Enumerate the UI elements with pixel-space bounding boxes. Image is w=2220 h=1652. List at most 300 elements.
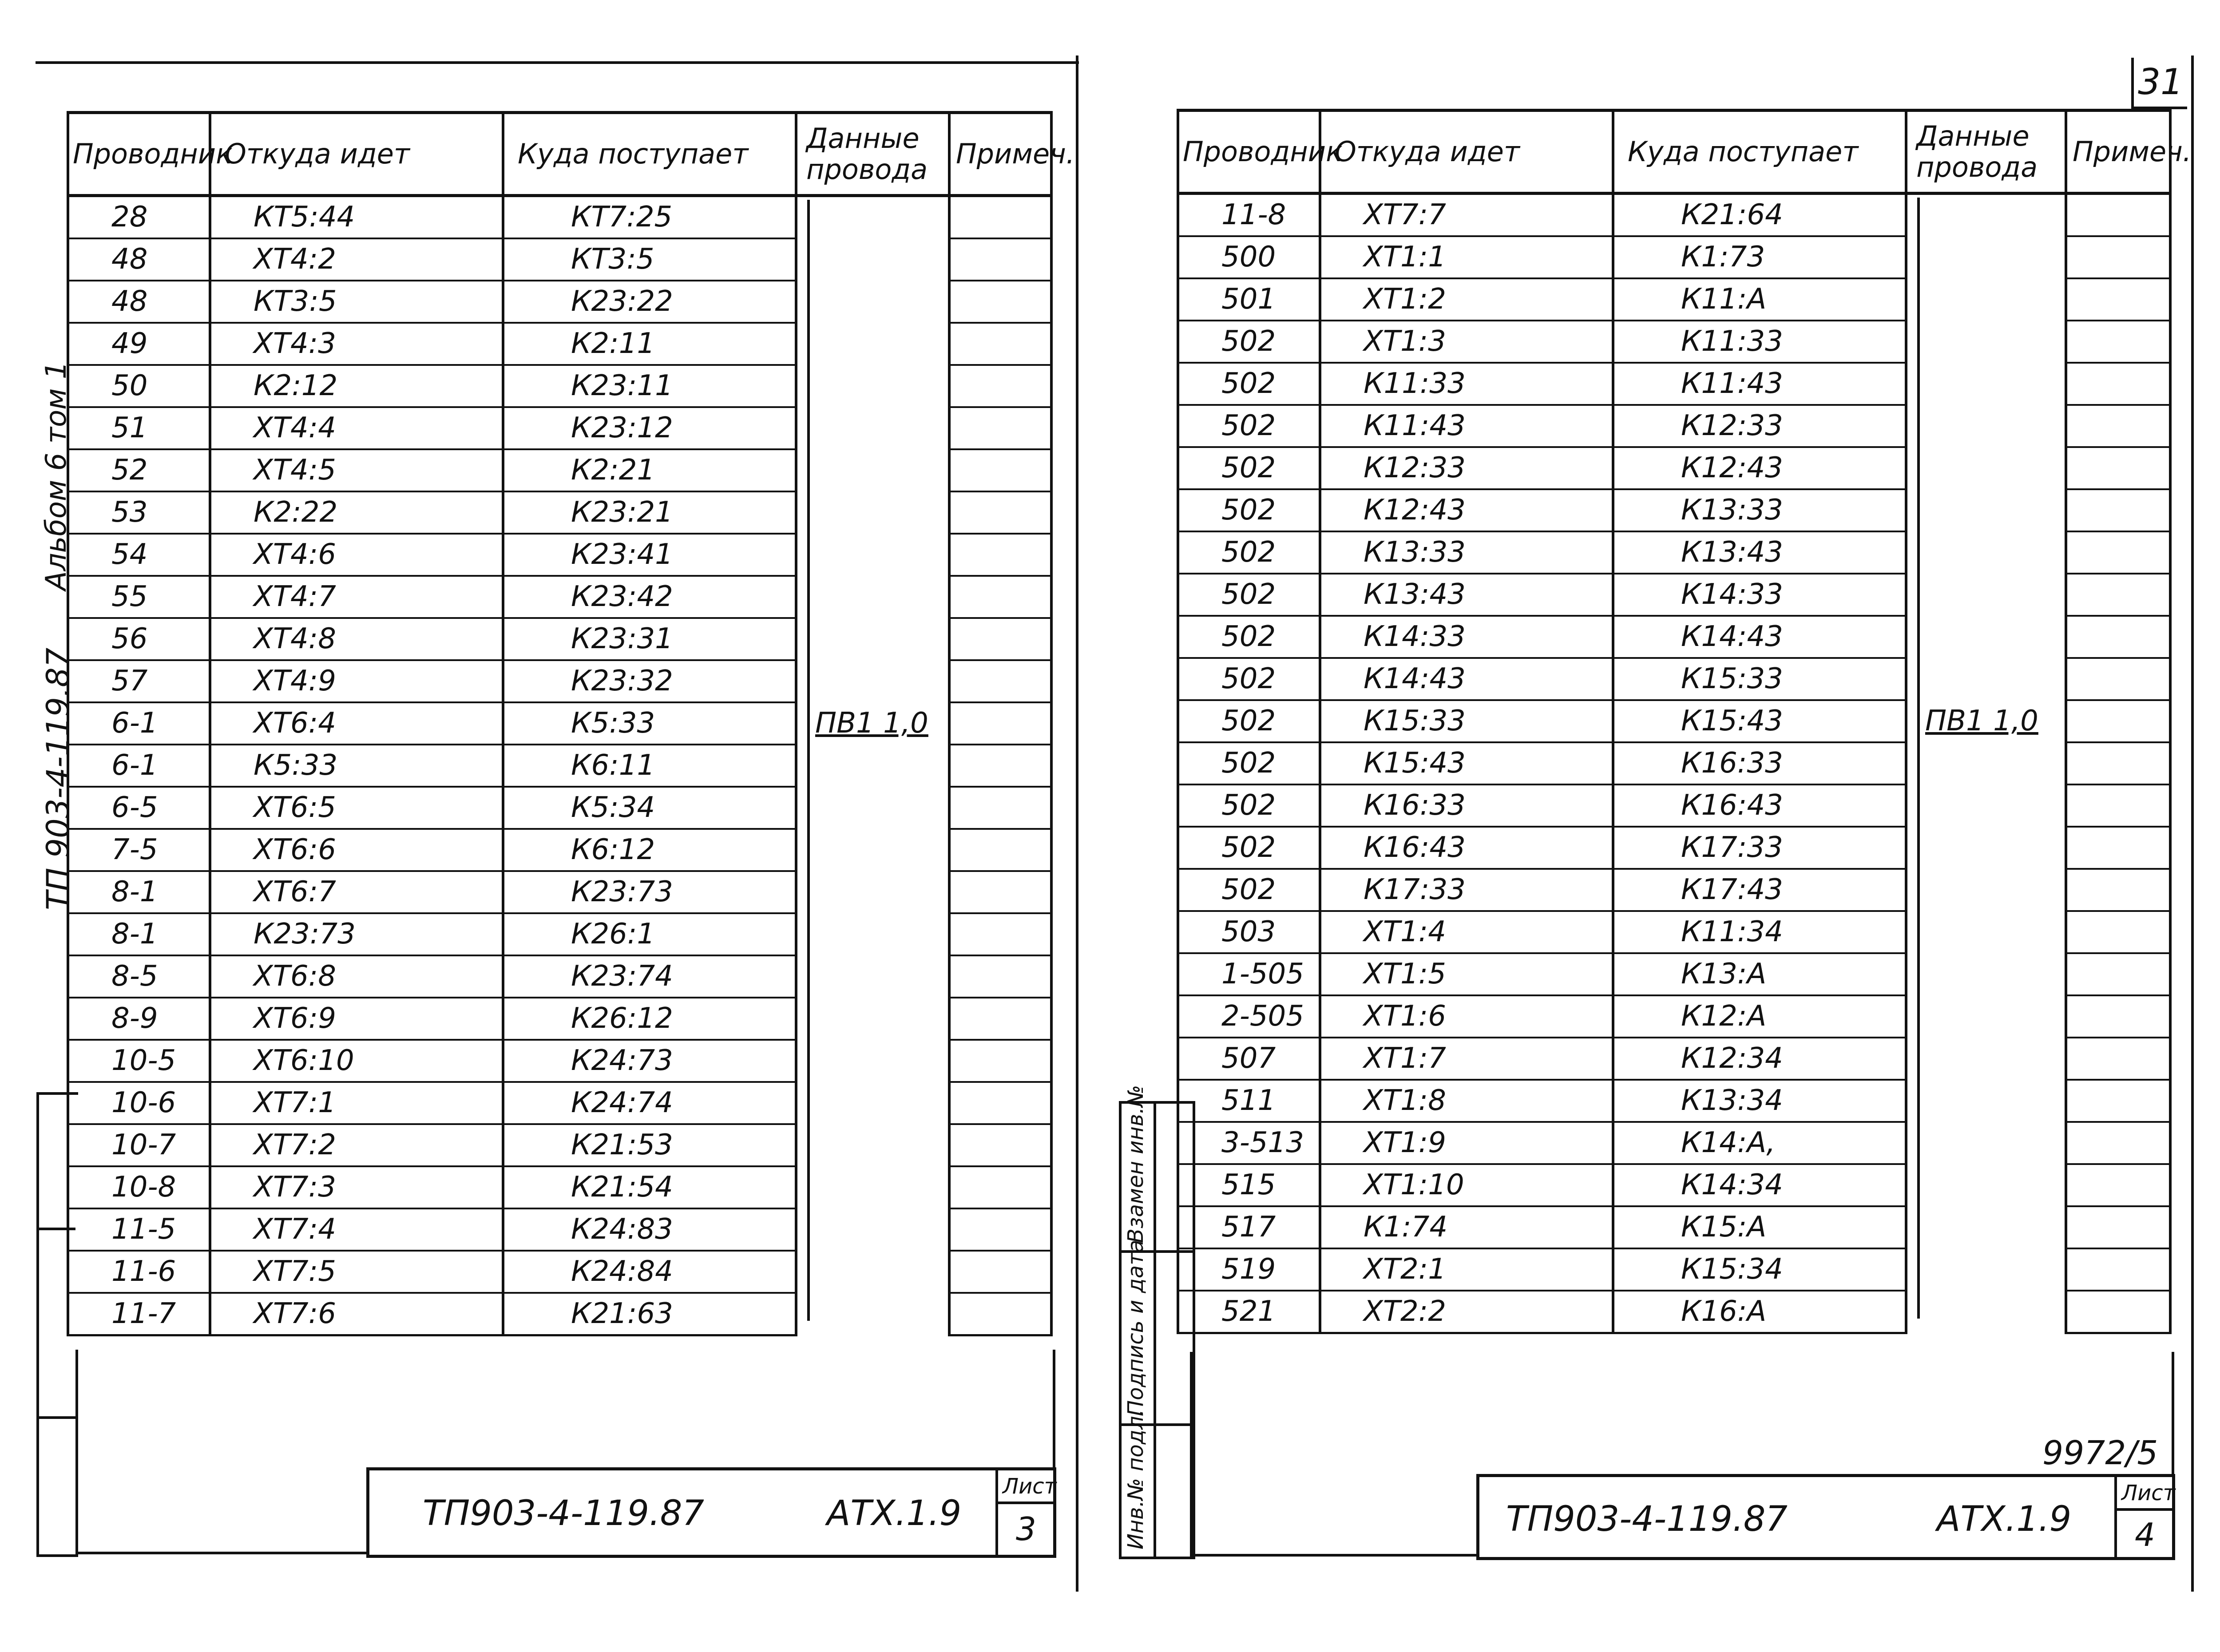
- table-row: [1178, 616, 2170, 658]
- stamp-sign-text: Подпись и дата: [1123, 1240, 1148, 1416]
- wire-spec-brace: [807, 200, 810, 1321]
- note-cell: [2066, 784, 2170, 827]
- wire-number-cell: 50: [68, 365, 210, 407]
- note-cell: [949, 913, 1051, 955]
- to-terminal-cell: К23:11: [503, 365, 796, 407]
- from-terminal-cell: КТ5:44: [210, 196, 503, 239]
- wire-number-cell: 8-1: [68, 913, 210, 955]
- wire-data-cell: [1906, 194, 2066, 237]
- to-terminal-cell: К17:43: [1613, 869, 1906, 911]
- note-cell: [2066, 278, 2170, 321]
- to-terminal-cell: К6:12: [503, 829, 796, 871]
- wire-data-cell: [1906, 447, 2066, 489]
- stamp-inv-text: Инв.№ подл.: [1123, 1409, 1148, 1549]
- table-row: [1178, 574, 2170, 616]
- right-border-line: [2191, 55, 2194, 1592]
- from-terminal-cell: ХТ4:7: [210, 576, 503, 618]
- from-terminal-cell: ХТ4:2: [210, 238, 503, 281]
- wire-data-cell: [796, 281, 949, 323]
- wire-data-cell: [796, 955, 949, 998]
- wire-number-cell: 8-5: [68, 955, 210, 998]
- from-terminal-cell: КТ3:5: [210, 281, 503, 323]
- wire-number-cell: 57: [68, 660, 210, 702]
- note-cell: [949, 618, 1051, 660]
- from-terminal-cell: ХТ6:9: [210, 998, 503, 1040]
- note-cell: [2066, 194, 2170, 237]
- table-row: [68, 491, 1051, 534]
- wire-number-cell: 521: [1178, 1291, 1320, 1333]
- wire-data-cell: [1906, 489, 2066, 531]
- wire-number-cell: 53: [68, 491, 210, 534]
- wire-number-cell: 517: [1178, 1206, 1320, 1248]
- from-terminal-cell: К16:43: [1320, 827, 1613, 869]
- note-cell: [949, 365, 1051, 407]
- wire-number-cell: 2-505: [1178, 995, 1320, 1038]
- stamp-change-label: [1123, 1085, 1148, 1243]
- wire-data-cell: [1906, 405, 2066, 447]
- to-terminal-cell: К21:54: [503, 1166, 796, 1208]
- to-terminal-cell: К15:43: [1613, 700, 1906, 742]
- wire-number-cell: 56: [68, 618, 210, 660]
- sheet-number: 3: [1016, 1510, 1036, 1548]
- from-terminal-cell: К12:33: [1320, 447, 1613, 489]
- table-row: [1178, 531, 2170, 574]
- from-terminal-cell: ХТ1:6: [1320, 995, 1613, 1038]
- table-row: [68, 998, 1051, 1040]
- wire-data-cell: [1906, 363, 2066, 405]
- wire-number-cell: 502: [1178, 784, 1320, 827]
- wire-number-cell: 7-5: [68, 829, 210, 871]
- from-terminal-cell: К1:74: [1320, 1206, 1613, 1248]
- wire-number-cell: 11-7: [68, 1293, 210, 1335]
- from-terminal-cell: К5:33: [210, 745, 503, 787]
- wire-data-cell: [796, 871, 949, 913]
- table-row: [68, 1124, 1051, 1166]
- note-cell: [2066, 827, 2170, 869]
- sheet-code: АТХ.1.9: [1937, 1499, 2072, 1539]
- from-terminal-cell: ХТ1:1: [1320, 236, 1613, 278]
- table-row: [68, 871, 1051, 913]
- note-cell: [2066, 1122, 2170, 1164]
- wiring-table-sheet-4: [1177, 109, 2192, 1334]
- note-cell: [2066, 489, 2170, 531]
- from-terminal-cell: ХТ2:1: [1320, 1248, 1613, 1291]
- wire-data-cell: [1906, 574, 2066, 616]
- from-terminal-cell: К2:22: [210, 491, 503, 534]
- wire-data-cell: [796, 365, 949, 407]
- table-row: [68, 787, 1051, 829]
- wire-number-cell: 515: [1178, 1164, 1320, 1206]
- table-row: [68, 745, 1051, 787]
- note-cell: [2066, 995, 2170, 1038]
- to-terminal-cell: К2:21: [503, 449, 796, 491]
- note-cell: [2066, 1038, 2170, 1080]
- wire-data-cell: [796, 1208, 949, 1251]
- col-header-note: Примеч.: [2066, 111, 2170, 194]
- wire-number-cell: 49: [68, 323, 210, 365]
- to-terminal-cell: К12:34: [1613, 1038, 1906, 1080]
- col-header-from: Откуда идет: [1320, 111, 1613, 194]
- to-terminal-cell: К23:73: [503, 871, 796, 913]
- sheet-box: [2114, 1477, 2175, 1557]
- from-terminal-cell: ХТ1:3: [1320, 321, 1613, 363]
- wire-spec-text: ПВ1 1,0: [815, 707, 928, 740]
- note-cell: [949, 1040, 1051, 1082]
- wire-number-cell: 502: [1178, 869, 1320, 911]
- note-cell: [949, 1082, 1051, 1124]
- from-terminal-cell: ХТ4:9: [210, 660, 503, 702]
- wire-data-cell: [1906, 321, 2066, 363]
- to-terminal-cell: К24:73: [503, 1040, 796, 1082]
- table-row: [68, 702, 1051, 745]
- table-row: [68, 576, 1051, 618]
- wire-number-cell: 10-6: [68, 1082, 210, 1124]
- note-cell: [2066, 447, 2170, 489]
- table-row: [1178, 447, 2170, 489]
- note-cell: [949, 576, 1051, 618]
- wire-number-cell: 502: [1178, 700, 1320, 742]
- table-row: [68, 449, 1051, 491]
- note-cell: [2066, 1291, 2170, 1333]
- wire-number-cell: 28: [68, 196, 210, 239]
- from-terminal-cell: ХТ1:4: [1320, 911, 1613, 953]
- col-header-data: Данные провода: [796, 113, 949, 196]
- stamp-change-text: Взамен инв.№: [1123, 1085, 1148, 1243]
- wire-number-cell: 10-8: [68, 1166, 210, 1208]
- from-terminal-cell: К17:33: [1320, 869, 1613, 911]
- from-terminal-cell: ХТ4:5: [210, 449, 503, 491]
- wire-data-cell: [1906, 1248, 2066, 1291]
- to-terminal-cell: К23:74: [503, 955, 796, 998]
- wire-number-cell: 11-6: [68, 1251, 210, 1293]
- table-row: [68, 323, 1051, 365]
- wiring-rows-sheet-4: [1178, 194, 2170, 1333]
- note-cell: [2066, 953, 2170, 995]
- to-terminal-cell: К11:43: [1613, 363, 1906, 405]
- to-terminal-cell: К26:1: [503, 913, 796, 955]
- wire-number-cell: 3-513: [1178, 1122, 1320, 1164]
- table-row: [68, 534, 1051, 576]
- table-row: [1178, 742, 2170, 784]
- wire-number-cell: 502: [1178, 742, 1320, 784]
- wire-number-cell: 502: [1178, 489, 1320, 531]
- wire-number-cell: 11-8: [1178, 194, 1320, 237]
- to-terminal-cell: К14:33: [1613, 574, 1906, 616]
- note-cell: [2066, 405, 2170, 447]
- col-header-to: Куда поступает: [503, 113, 796, 196]
- note-cell: [949, 871, 1051, 913]
- page-number-text: 31: [2138, 61, 2183, 103]
- wire-number-cell: 1-505: [1178, 953, 1320, 995]
- to-terminal-cell: К14:А,: [1613, 1122, 1906, 1164]
- note-cell: [949, 1293, 1051, 1335]
- note-cell: [2066, 700, 2170, 742]
- stamp-col-split: [1154, 1104, 1156, 1557]
- from-terminal-cell: ХТ7:7: [1320, 194, 1613, 237]
- table-row: [68, 618, 1051, 660]
- to-terminal-cell: К13:34: [1613, 1080, 1906, 1122]
- note-cell: [949, 196, 1051, 239]
- wire-data-cell: [796, 196, 949, 239]
- table-row: [68, 1040, 1051, 1082]
- wire-number-cell: 51: [68, 407, 210, 449]
- table-row: [68, 365, 1051, 407]
- wire-number-cell: 507: [1178, 1038, 1320, 1080]
- wire-number-cell: 55: [68, 576, 210, 618]
- to-terminal-cell: К12:А: [1613, 995, 1906, 1038]
- wire-number-cell: 502: [1178, 405, 1320, 447]
- from-terminal-cell: ХТ1:9: [1320, 1122, 1613, 1164]
- wire-number-cell: 502: [1178, 363, 1320, 405]
- note-cell: [949, 660, 1051, 702]
- note-cell: [949, 829, 1051, 871]
- to-terminal-cell: К23:22: [503, 281, 796, 323]
- from-terminal-cell: ХТ2:2: [1320, 1291, 1613, 1333]
- from-terminal-cell: ХТ6:6: [210, 829, 503, 871]
- wire-number-cell: 8-1: [68, 871, 210, 913]
- note-cell: [2066, 574, 2170, 616]
- to-terminal-cell: К21:64: [1613, 194, 1906, 237]
- center-fold-line: [1076, 55, 1078, 1592]
- wire-data-cell: [1906, 1038, 2066, 1080]
- to-terminal-cell: К21:53: [503, 1124, 796, 1166]
- wire-data-cell: [796, 1293, 949, 1335]
- wire-data-cell: [1906, 700, 2066, 742]
- wire-data-cell: [1906, 995, 2066, 1038]
- from-terminal-cell: ХТ6:7: [210, 871, 503, 913]
- from-terminal-cell: ХТ4:3: [210, 323, 503, 365]
- from-terminal-cell: ХТ1:8: [1320, 1080, 1613, 1122]
- table-row: [1178, 1291, 2170, 1333]
- top-border-line: [36, 61, 1079, 64]
- from-terminal-cell: ХТ1:10: [1320, 1164, 1613, 1206]
- wiring-rows-sheet-3: [68, 196, 1051, 1335]
- from-terminal-cell: К11:43: [1320, 405, 1613, 447]
- from-terminal-cell: ХТ7:5: [210, 1251, 503, 1293]
- stamp-divider-2: [36, 1416, 75, 1419]
- table-row: [1178, 194, 2170, 237]
- note-cell: [949, 323, 1051, 365]
- from-terminal-cell: К23:73: [210, 913, 503, 955]
- to-terminal-cell: К2:11: [503, 323, 796, 365]
- table-row: [1178, 363, 2170, 405]
- wire-data-cell: [796, 407, 949, 449]
- from-terminal-cell: К2:12: [210, 365, 503, 407]
- note-cell: [2066, 1164, 2170, 1206]
- to-terminal-cell: К13:43: [1613, 531, 1906, 574]
- note-cell: [949, 955, 1051, 998]
- from-terminal-cell: К14:33: [1320, 616, 1613, 658]
- table-row: [68, 238, 1051, 281]
- sheet-box-divider: [998, 1501, 1056, 1504]
- wire-number-cell: 52: [68, 449, 210, 491]
- table-row: [1178, 321, 2170, 363]
- to-terminal-cell: К23:41: [503, 534, 796, 576]
- to-terminal-cell: К16:33: [1613, 742, 1906, 784]
- note-cell: [949, 1208, 1051, 1251]
- stamp-inv-label: [1123, 1409, 1148, 1549]
- table-row: [1178, 995, 2170, 1038]
- note-cell: [2066, 911, 2170, 953]
- to-terminal-cell: К23:21: [503, 491, 796, 534]
- sheet-code: АТХ.1.9: [827, 1494, 962, 1533]
- wire-data-cell: [1906, 1122, 2066, 1164]
- from-terminal-cell: К13:33: [1320, 531, 1613, 574]
- wire-number-cell: 519: [1178, 1248, 1320, 1291]
- from-terminal-cell: ХТ7:1: [210, 1082, 503, 1124]
- wire-data-cell: [1906, 953, 2066, 995]
- table-row: [1178, 911, 2170, 953]
- wire-data-cell: [796, 1251, 949, 1293]
- wire-data-cell: [796, 1040, 949, 1082]
- to-terminal-cell: К11:33: [1613, 321, 1906, 363]
- wire-data-cell: [1906, 827, 2066, 869]
- table-row: [1178, 1080, 2170, 1122]
- col-header-wire: Проводник: [1178, 111, 1320, 194]
- to-terminal-cell: К14:43: [1613, 616, 1906, 658]
- table-row: [1178, 784, 2170, 827]
- wire-number-cell: 6-5: [68, 787, 210, 829]
- wire-number-cell: 8-9: [68, 998, 210, 1040]
- table-row: [68, 1166, 1051, 1208]
- table-row: [68, 1208, 1051, 1251]
- wire-data-cell: [1906, 784, 2066, 827]
- note-cell: [949, 534, 1051, 576]
- wire-data-cell: [1906, 1206, 2066, 1248]
- wire-number-cell: 502: [1178, 616, 1320, 658]
- sheet-number: 4: [2135, 1516, 2155, 1553]
- to-terminal-cell: К5:34: [503, 787, 796, 829]
- note-cell: [949, 998, 1051, 1040]
- from-terminal-cell: ХТ7:3: [210, 1166, 503, 1208]
- from-terminal-cell: К12:43: [1320, 489, 1613, 531]
- wire-number-cell: 54: [68, 534, 210, 576]
- to-terminal-cell: К23:32: [503, 660, 796, 702]
- table-row: [68, 1082, 1051, 1124]
- table-row: [1178, 658, 2170, 700]
- to-terminal-cell: К11:А: [1613, 278, 1906, 321]
- to-terminal-cell: К16:А: [1613, 1291, 1906, 1333]
- wire-data-cell: [1906, 1080, 2066, 1122]
- wire-data-cell: [796, 1124, 949, 1166]
- wire-data-cell: [796, 238, 949, 281]
- stamp-sign-label: [1123, 1240, 1148, 1416]
- to-terminal-cell: К17:33: [1613, 827, 1906, 869]
- note-cell: [2066, 1248, 2170, 1291]
- wire-data-cell: [796, 998, 949, 1040]
- table-row: [1178, 1164, 2170, 1206]
- table-row: [1178, 1038, 2170, 1080]
- note-cell: [2066, 321, 2170, 363]
- wire-number-cell: 48: [68, 281, 210, 323]
- archive-number: [2042, 1434, 2158, 1472]
- wiring-table-sheet-3: [67, 111, 1075, 1336]
- table-row: [1178, 827, 2170, 869]
- wire-data-cell: [796, 449, 949, 491]
- from-terminal-cell: ХТ1:5: [1320, 953, 1613, 995]
- from-terminal-cell: ХТ1:2: [1320, 278, 1613, 321]
- wire-data-cell: [796, 660, 949, 702]
- table-row: [1178, 236, 2170, 278]
- project-code: ТП903-4-119.87: [423, 1494, 705, 1533]
- to-terminal-cell: К21:63: [503, 1293, 796, 1335]
- from-terminal-cell: ХТ6:10: [210, 1040, 503, 1082]
- to-terminal-cell: К15:А: [1613, 1206, 1906, 1248]
- table-row: [1178, 869, 2170, 911]
- from-terminal-cell: К14:43: [1320, 658, 1613, 700]
- wire-number-cell: 502: [1178, 321, 1320, 363]
- from-terminal-cell: ХТ6:8: [210, 955, 503, 998]
- wire-spec-text: ПВ1 1,0: [1925, 705, 2038, 737]
- wire-data-cell: [1906, 742, 2066, 784]
- wire-number-cell: 501: [1178, 278, 1320, 321]
- table-row: [68, 281, 1051, 323]
- wire-number-cell: 502: [1178, 531, 1320, 574]
- from-terminal-cell: ХТ4:6: [210, 534, 503, 576]
- col-header-data: Данные провода: [1906, 111, 2066, 194]
- from-terminal-cell: ХТ6:4: [210, 702, 503, 745]
- note-cell: [949, 491, 1051, 534]
- to-terminal-cell: К16:43: [1613, 784, 1906, 827]
- to-terminal-cell: К5:33: [503, 702, 796, 745]
- to-terminal-cell: К14:34: [1613, 1164, 1906, 1206]
- wire-data-cell: [1906, 869, 2066, 911]
- sheet-label: Лист: [2121, 1481, 2176, 1505]
- to-terminal-cell: КТ7:25: [503, 196, 796, 239]
- wire-number-cell: 10-7: [68, 1124, 210, 1166]
- wire-data-cell: [1906, 911, 2066, 953]
- to-terminal-cell: К11:34: [1613, 911, 1906, 953]
- table-row: [1178, 700, 2170, 742]
- wire-data-cell: [796, 702, 949, 745]
- to-terminal-cell: К6:11: [503, 745, 796, 787]
- sheet-box-divider: [2117, 1508, 2175, 1511]
- table-row: [68, 660, 1051, 702]
- to-terminal-cell: КТ3:5: [503, 238, 796, 281]
- to-terminal-cell: К23:42: [503, 576, 796, 618]
- wire-data-cell: [796, 1082, 949, 1124]
- table-row: [1178, 1248, 2170, 1291]
- table-row: [68, 829, 1051, 871]
- note-cell: [949, 449, 1051, 491]
- wire-number-cell: 503: [1178, 911, 1320, 953]
- note-cell: [2066, 869, 2170, 911]
- col-header-from: Откуда идет: [210, 113, 503, 196]
- wire-data-cell: [1906, 1291, 2066, 1333]
- sheet-box: [995, 1470, 1056, 1555]
- wire-data-cell: [796, 787, 949, 829]
- note-cell: [2066, 742, 2170, 784]
- to-terminal-cell: К12:33: [1613, 405, 1906, 447]
- wire-number-cell: 502: [1178, 827, 1320, 869]
- album-label-text: Альбом 6 том 1: [40, 361, 73, 590]
- table-row: [68, 407, 1051, 449]
- from-terminal-cell: ХТ7:2: [210, 1124, 503, 1166]
- sheet-label: Лист: [1003, 1474, 1057, 1499]
- note-cell: [949, 1124, 1051, 1166]
- note-cell: [949, 407, 1051, 449]
- from-terminal-cell: ХТ4:8: [210, 618, 503, 660]
- from-terminal-cell: ХТ7:4: [210, 1208, 503, 1251]
- from-terminal-cell: ХТ6:5: [210, 787, 503, 829]
- to-terminal-cell: К13:33: [1613, 489, 1906, 531]
- wire-number-cell: 502: [1178, 574, 1320, 616]
- wire-data-cell: [1906, 236, 2066, 278]
- wire-number-cell: 10-5: [68, 1040, 210, 1082]
- table-row: [68, 913, 1051, 955]
- from-terminal-cell: К15:43: [1320, 742, 1613, 784]
- note-cell: [949, 1251, 1051, 1293]
